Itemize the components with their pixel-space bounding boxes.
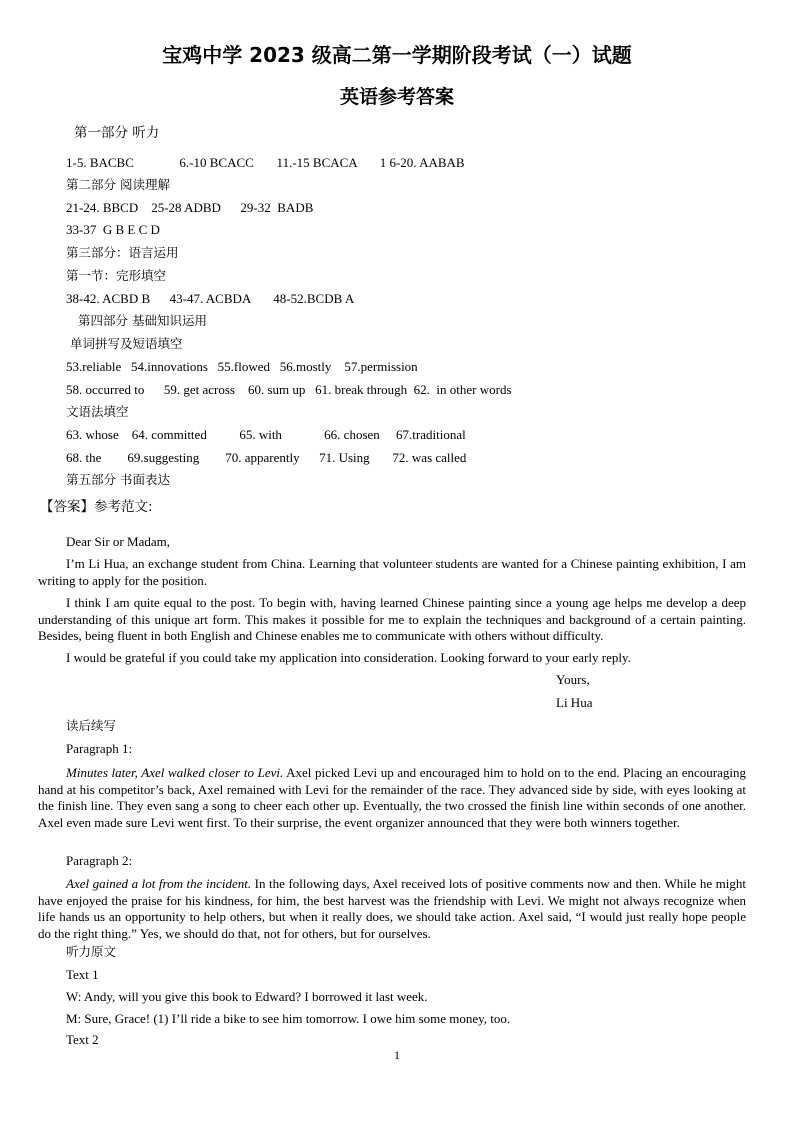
continuation-paragraph-2 [38, 876, 746, 942]
continuation-paragraph-1 [38, 765, 746, 831]
part1-answers: 1-5. BACBC 6.-10 BCACC 11.-15 BCACA 1 6-20. AABAB [66, 155, 465, 170]
continuation-heading: 读后续写 [66, 718, 117, 733]
part3-section1: 第一节：完形填空 [66, 268, 167, 283]
part3-heading: 第三部分：语言运用 [66, 245, 179, 260]
paragraph1-lead: Minutes later, Axel walked closer to Levi. [66, 765, 284, 780]
paragraph1-label: Paragraph 1: [66, 741, 133, 756]
page-number: 1 [394, 1048, 400, 1062]
paragraph2-label: Paragraph 2: [66, 853, 133, 868]
paragraph2-lead: Axel gained a lot from the incident. [66, 876, 252, 891]
letter-greeting: Dear Sir or Madam, [66, 534, 170, 549]
answer-label: 【答案】参考范文: [40, 499, 153, 515]
part1-heading: 第一部分 听力 [74, 125, 160, 141]
part2-answers-line1: 21-24. BBCD 25-28 ADBD 29-32 BADB [66, 200, 314, 215]
part2-answers-line2: 33-37 G B E C D [66, 222, 160, 237]
transcript-w-line: W: Andy, will you give this book to Edward? I borrowed it last week. [66, 989, 428, 1004]
part2-heading: 第二部分 阅读理解 [66, 177, 170, 192]
transcript-heading: 听力原文 [66, 944, 117, 959]
paragraph2-body: In the following days, Axel received lots of positive comments now and then. While he might have enjoyed the praise for his kindness, for him, the best harvest was the friendship with Levi. We might not always recognize when life hands us an opportunity to help others, but when it really does, we should take action. Axel said, “I would just really hope people do the right thing.” Yes, we should do that, not for others, but for ourselves. [38, 876, 746, 941]
text2-label: Text 2 [66, 1032, 99, 1047]
letter-paragraph-1: I’m Li Hua, an exchange student from China. Learning that volunteer students are wanted for a Chinese painting exhibition, I am writing to apply for the position. [38, 556, 746, 588]
part3-answers: 38-42. ACBD B 43-47. ACBDA 48-52.BCDB A [66, 291, 355, 306]
letter-closing: Yours, [556, 672, 590, 687]
page-title: 宝鸡中学 2023 级高二第一学期阶段考试（一）试题 [162, 43, 632, 67]
part4-answers-line4: 68. the 69.suggesting 70. apparently 71. Using 72. was called [66, 450, 467, 465]
part5-heading: 第五部分 书面表达 [66, 472, 170, 487]
text1-label: Text 1 [66, 967, 99, 982]
part4-answers-line3: 63. whose 64. committed 65. with 66. chosen 67.traditional [66, 427, 466, 442]
paragraph1-body: Axel picked Levi up and encouraged him to hold on to the end. Placing an encouraging hand at his competitor’s back, Axel remained with Levi for the remainder of the race. They advanced side by side, with eyes looking at the finish line. They even sang a song to cheer each other up. Eventually, the two crossed the finish line within seconds of one another. Axel even made sure Levi went first. To their surprise, the event organizer announced that they were both winners together. [38, 765, 746, 830]
part4-answers-line1: 53.reliable 54.innovations 55.flowed 56.mostly 57.permission [66, 359, 418, 374]
part4-sub1: 单词拼写及短语填空 [70, 336, 183, 351]
page-subtitle: 英语参考答案 [339, 86, 454, 108]
letter-paragraph-2: I think I am quite equal to the post. To begin with, having learned Chinese painting since a young age helps me develop a deep understanding of this unique art form. This makes it possible for me to explain the techniques and background of a certain painting. Besides, being fluent in both English and Chinese enables me to communicate with others without difficulty. [38, 595, 746, 643]
letter-paragraph-3: I would be grateful if you could take my application into consideration. Looking forward to your early reply. [66, 650, 631, 665]
transcript-m-line: M: Sure, Grace! (1) I’ll ride a bike to see him tomorrow. I owe him some money, too. [66, 1011, 511, 1026]
part4-answers-line2: 58. occurred to 59. get across 60. sum up 61. break through 62. in other words [66, 382, 512, 397]
part4-sub2: 文语法填空 [66, 404, 129, 419]
letter-signature: Li Hua [556, 695, 593, 710]
part4-heading: 第四部分 基础知识运用 [78, 313, 207, 328]
